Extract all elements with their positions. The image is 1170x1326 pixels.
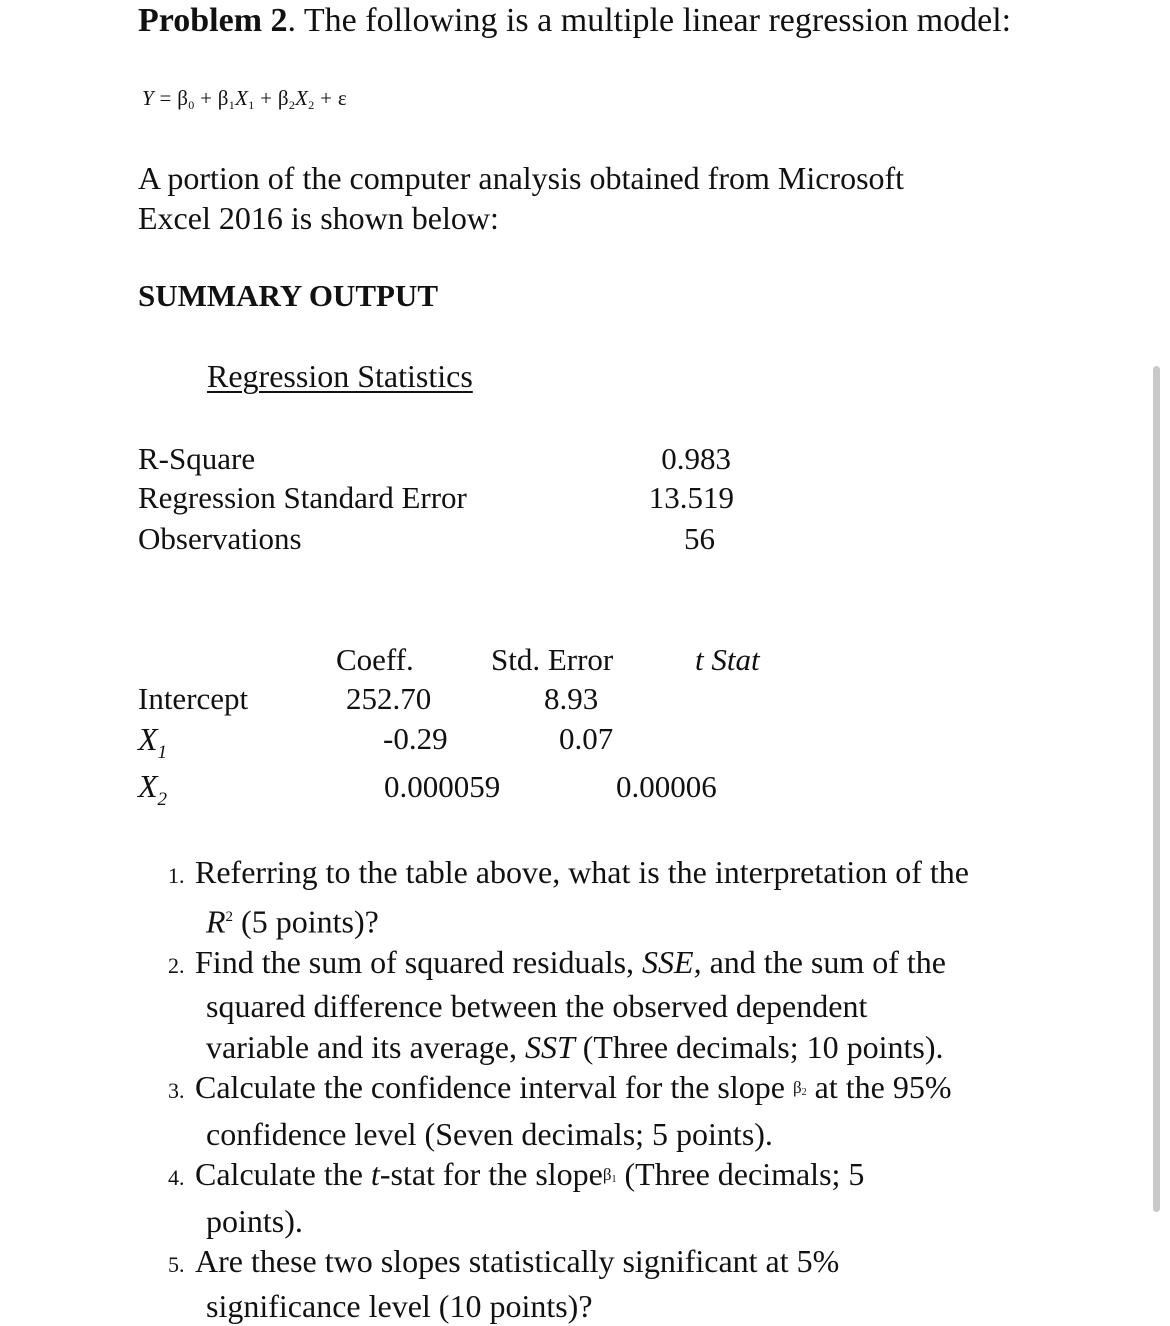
- question-3: 3. Calculate the confidence interval for the slope $\beta_2$ at the 95%: [168, 1069, 952, 1106]
- x1-std-error: 0.07: [559, 721, 614, 756]
- stat-label-r-square: R-Square: [138, 441, 256, 476]
- beta-1-symbol: $\beta_1$: [602, 1165, 617, 1186]
- row-label-x1: $X_1$: [138, 721, 168, 763]
- question-2-cont-1: squared difference between the observed dependent: [206, 988, 868, 1025]
- problem-title: [138, 2, 1011, 40]
- question-list: [168, 852, 969, 1326]
- question-4: 4. Calculate the t-stat for the slopeβ$_1$ (Three decimals; 5: [168, 1156, 865, 1193]
- intro-line-2: Excel 2016 is shown below:: [138, 200, 499, 236]
- problem-label: Problem 2: [138, 2, 288, 39]
- stat-value-r-square: 0.983: [661, 441, 731, 476]
- intercept-coeff: 252.70: [346, 681, 432, 716]
- regression-statistics-heading: Regression Statistics: [207, 358, 473, 394]
- header-coeff: Coeff.: [336, 642, 414, 677]
- question-5: 5. Are these two slopes statistically significant at 5%: [168, 1243, 840, 1280]
- question-2: 2. Find the sum of squared residuals, SSE, and the sum of the: [168, 943, 946, 980]
- summary-output-title: SUMMARY OUTPUT: [138, 278, 438, 313]
- stat-label-observations: Observations: [138, 521, 302, 556]
- vertical-scrollbar[interactable]: [1153, 366, 1160, 1212]
- question-1: 1. Referring to the table above, what is the interpretation of the: [168, 854, 969, 890]
- x2-coeff: 0.000059: [384, 769, 501, 804]
- question-5-cont: significance level (10 points)?: [206, 1287, 593, 1324]
- beta-2-symbol: $\beta_2$: [792, 1078, 807, 1099]
- question-2-cont-2: variable and its average, SST (Three decimals; 10 points).: [206, 1028, 944, 1065]
- intercept-std-error: 8.93: [544, 681, 599, 716]
- x1-coeff: -0.29: [383, 721, 448, 756]
- problem-text: . The following is a multiple linear regression model:: [287, 2, 1012, 39]
- intro-paragraph: [138, 158, 904, 238]
- stat-value-observations: 56: [684, 521, 715, 556]
- question-1-cont: $R^2$ (5 points)?: [206, 903, 379, 940]
- x2-std-error: 0.00006: [616, 769, 717, 804]
- row-label-intercept: Intercept: [138, 681, 249, 716]
- question-3-cont: confidence level (Seven decimals; 5 points).: [206, 1115, 773, 1152]
- row-label-x2: $X_2$: [138, 768, 168, 810]
- stat-value-std-error: 13.519: [648, 480, 734, 515]
- header-t-stat: t Stat: [695, 642, 760, 677]
- regression-equation: $Y = \beta_0 + \beta_1X_1 + \beta_2X_2 + \varepsilon$: [142, 86, 347, 112]
- intro-line-1: A portion of the computer analysis obtained from Microsoft: [138, 160, 905, 196]
- stat-label-std-error: Regression Standard Error: [138, 480, 467, 515]
- question-4-cont: points).: [206, 1202, 303, 1239]
- header-std-error: Std. Error: [491, 642, 614, 677]
